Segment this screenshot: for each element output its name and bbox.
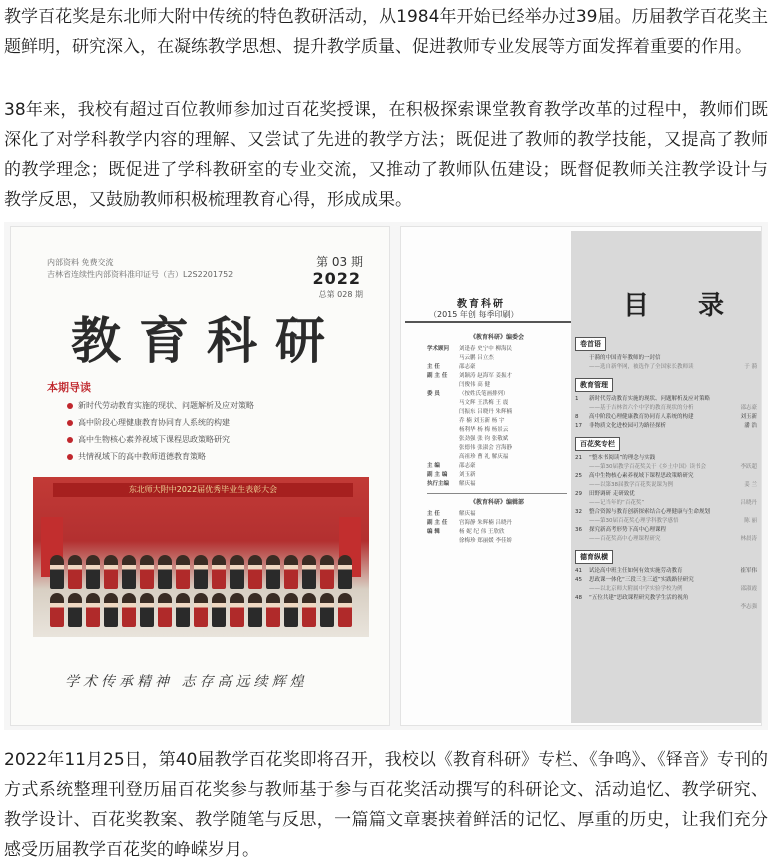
board-row (427, 519, 567, 528)
toc-entry-author: 邵淑霞 (740, 586, 757, 592)
toc-entry (575, 404, 757, 413)
board-role (427, 354, 459, 363)
board-row (427, 453, 567, 462)
toc-entry-author: 李跃超 (740, 464, 757, 470)
editorial-board (427, 331, 567, 546)
toc-page-number: 48 (575, 595, 582, 601)
board-row (427, 417, 567, 426)
board-names: 邵志豪 (459, 463, 476, 469)
cover-year: 2022 (312, 269, 361, 288)
toc-entry (575, 517, 757, 526)
board-names: 马文辉 王洪梅 王 震 (459, 400, 509, 406)
toc-entry (575, 535, 757, 544)
toc-entry (575, 354, 757, 363)
board-role (427, 408, 459, 417)
board-role: 委 员 (427, 391, 440, 397)
guide-item: 高中阶段心理健康教育协同育人系统的构建 (67, 414, 254, 431)
cover-motto: 学术传承精神 志存高远续辉煌 (65, 674, 308, 690)
board-names: 杨利华 杨 梅 杨景云 (459, 427, 509, 433)
toc-page-number: 17 (575, 423, 582, 429)
guide-item: 新时代劳动教育实施的现状、问题解析及应对策略 (67, 397, 254, 414)
toc-entry (575, 395, 757, 404)
board-row (427, 354, 567, 363)
board-title: 《教育科研》编辑部 (469, 499, 524, 506)
toc-page-number: 36 (575, 527, 582, 533)
board-row (427, 399, 567, 408)
toc-sections (575, 331, 757, 612)
toc-entry-title: 于漪的中国青年教师的一封信 (589, 355, 661, 361)
board-names: 刘颖涛 赵海军 姜振才 (459, 373, 512, 379)
board-role (427, 399, 459, 408)
board-role (427, 381, 459, 390)
toc-entry-title: ——以北京师大附属中学实验学校为例 (589, 586, 683, 592)
board-names: 张德伟 张淑会 宫海静 (459, 445, 512, 451)
guide-title: 本期导读 (47, 381, 91, 394)
toc-magazine-name: 教育科研 (457, 299, 505, 310)
toc-entry-title: 高中阶段心理健康教育协同育人系统的构建 (589, 414, 694, 420)
toc-entry-title: ——基于吉林省六个中学的教育现状的分析 (589, 405, 694, 411)
toc-page-number (575, 354, 589, 363)
toc-entry-title: ——第30届教学百花奖关于《乡土中国》读书会 (589, 464, 706, 470)
toc-entry (575, 463, 757, 472)
board-role: 主 任 (427, 364, 440, 370)
toc-entry-title: “整本书阅读”的理念与实践 (589, 455, 656, 461)
intro-paragraph-2: 38年来，我校有超过百位教师参加过百花奖授课，在积极探索课堂教育教学改革的过程中，教师们既深化了对学科教学内容的理解、又尝试了先进的教学方法；既促进了教师的教学技能，又提高了教师的教学理念；既促进了学科教研室的专业交流，又推动了教师队伍建设；既督促教师关注教学设计与教学反思，又鼓励教师积极梳理教育心得，形成成果。 (4, 100, 768, 210)
bullet-dot-icon (67, 454, 73, 460)
board-role: 编 辑 (427, 529, 440, 535)
board-names: 张劲强 张 钧 张敬斌 (459, 436, 509, 442)
board-role: 副 主 编 (427, 472, 448, 478)
board-names: 刘玉新 (459, 472, 476, 478)
toc-page-number: 25 (575, 473, 582, 479)
board-names: 解庆福 (459, 481, 476, 487)
cover-total-issue: 总第 028 期 (318, 290, 363, 299)
toc-page-number: 8 (575, 414, 579, 420)
toc-entry-author (733, 526, 757, 535)
bullet-dot-icon (67, 437, 73, 443)
board-names: 邵志豪 (459, 364, 476, 370)
board-row (427, 345, 567, 354)
toc-page (400, 226, 762, 726)
board-row (427, 372, 567, 381)
board-role: 副 主 任 (427, 373, 448, 379)
toc-entry-title: ——选自新华网，被选作了全国家长教师读 (589, 364, 694, 370)
toc-entry (575, 490, 757, 499)
cover-title: 教育科研 (71, 311, 343, 370)
toc-entry-author: 邵志豪 (740, 405, 757, 411)
board-row (427, 381, 567, 390)
bullet-dot-icon (67, 403, 73, 409)
board-names: 乔 楠 刘玉新 杨 宇 (459, 418, 505, 424)
toc-entry (575, 454, 757, 463)
board-role: 执行主编 (427, 481, 450, 487)
toc-entry (575, 576, 757, 585)
toc-entry (575, 481, 757, 490)
toc-entry-author: 于 漪 (744, 364, 757, 370)
toc-page-number: 21 (575, 455, 582, 461)
board-row (427, 537, 567, 546)
board-role: 主 编 (427, 463, 440, 469)
toc-section-label: 教育管理 (575, 378, 613, 392)
intro-paragraph-1: 教学百花奖是东北师大附中传统的特色教研活动，从1984年开始已经举办过39届。历届教学百花奖主题鲜明，研究深入，在凝练教学思想、提升教学质量、促进教师专业发展等方面发挥着重要的作用。 (4, 7, 768, 57)
board-row (427, 408, 567, 417)
board-role (427, 537, 459, 546)
board-row (427, 480, 567, 489)
group-photo (33, 477, 369, 637)
toc-section-label: 百花奖专栏 (575, 437, 620, 451)
toc-magazine-sub: （2015 年创 每季印刷） (429, 310, 519, 319)
board-row (427, 528, 567, 537)
board-role: 学术顾问 (427, 346, 450, 352)
cover-small-line-2: 吉林省连续性内部资料准印证号（吉）L2S2201752 (47, 270, 234, 279)
toc-page-number: 45 (575, 577, 582, 583)
toc-entry (575, 594, 757, 603)
guide-item: 高中生物核心素养视域下课程思政策略研究 (67, 431, 254, 448)
toc-entry-title: 高中生物核心素养视域下课程思政策略研究 (589, 473, 694, 479)
board-role (427, 435, 459, 444)
board-names: 宫海静 朱辉楠 吕晓丹 (459, 520, 512, 526)
toc-entry (575, 603, 757, 612)
toc-entry-author (733, 472, 757, 481)
board-role: 主 任 (427, 511, 440, 517)
board-role (427, 417, 459, 426)
toc-page-number: 41 (575, 568, 582, 574)
toc-entry-author: 吕晓丹 (740, 500, 757, 506)
toc-page-number: 32 (575, 509, 582, 515)
toc-entry-title: 新时代劳动教育实施的现状、问题解析及应对策略 (589, 396, 711, 402)
toc-entry-title (589, 603, 733, 612)
toc-entry-title: 探究新高考形势下高中心理课程 (589, 527, 667, 533)
toc-entry-title: ——百花奖高中心理课程研究 (589, 536, 661, 542)
cover-issue: 第 03 期 (316, 255, 363, 269)
toc-rule (405, 321, 571, 323)
board-role: 副 主 任 (427, 520, 448, 526)
toc-entry-title: 整合资源与教育创新探索结合心理健康与生命规划 (589, 509, 711, 515)
toc-entry (575, 413, 757, 422)
toc-entry-author: 林晨涛 (740, 536, 757, 542)
toc-entry-title: ——第30届百花奖心理学科教学感悟 (589, 518, 679, 524)
magazine-image (4, 222, 768, 730)
toc-entry-author: 陈 丽 (744, 518, 757, 524)
board-names: 杨 妮 纪 伟 王欣欣 (459, 529, 505, 535)
toc-entry-author: 李志强 (740, 604, 757, 610)
toc-entry (575, 508, 757, 517)
toc-entry-author (733, 395, 757, 404)
bullet-dot-icon (67, 420, 73, 426)
board-names: 闫俊伟 高 健 (459, 382, 490, 388)
closing-paragraph: 2022年11月25日，第40届教学百花奖即将召开，我校以《教育科研》专栏、《争鸣》、《铎音》专刊的方式系统整理刊登历届百花奖参与教师基于参与百花奖活动撰写的科研论文、活动追忆、教学研究、教学设计、百花奖教案、教学随笔与反思，一篇篇文章裹挟着鲜活的记忆、厚重的历史，让我们充分感受历届教学百花奖的峥嵘岁月。 (4, 750, 768, 859)
toc-section (575, 372, 757, 431)
toc-entry-title: ——以第38届教学百花奖说课为例 (589, 482, 673, 488)
board-names: 马云鹏 吕立杰 (459, 355, 494, 361)
toc-entry (575, 363, 757, 372)
toc-section-label: 卷首语 (575, 337, 606, 351)
toc-entry-title: 思政课一体化“三段三主三道”实践路径研究 (589, 577, 694, 583)
toc-heading: 目 录 (623, 291, 745, 321)
toc-entry-title: “五位共建”思政课程研究教学生活的视角 (589, 595, 689, 601)
toc-entry (575, 526, 757, 535)
guide-list (67, 397, 254, 465)
toc-entry (575, 499, 757, 508)
toc-page-number: 1 (575, 396, 579, 402)
board-row (427, 510, 567, 519)
board-names: （按姓氏笔画排列） (459, 391, 509, 397)
toc-entry-title: ——记当年的“百花奖” (589, 500, 645, 506)
board-names: 解庆福 (459, 511, 476, 517)
toc-entry-author (733, 354, 757, 363)
toc-entry (575, 585, 757, 594)
board-row (427, 462, 567, 471)
toc-entry-author: 崔军伟 (740, 568, 757, 574)
toc-entry-author (733, 508, 757, 517)
toc-entry-author (733, 576, 757, 585)
toc-entry-author (733, 490, 757, 499)
board-role (427, 426, 459, 435)
toc-section (575, 544, 757, 612)
board-names: 高祖珍 曹 礼 解庆福 (459, 454, 509, 460)
board-row (427, 444, 567, 453)
toc-entry-author: 刘玉新 (740, 414, 757, 420)
toc-entry (575, 472, 757, 481)
board-names: 闫振东 吕晓丹 朱辉楠 (459, 409, 512, 415)
board-names: 徐梅珍 郑丽媛 李佳娇 (459, 538, 512, 544)
photo-banner: 东北师大附中2022届优秀毕业生表彰大会 (53, 483, 353, 497)
toc-entry (575, 422, 757, 431)
board-role (427, 444, 459, 453)
toc-section (575, 331, 757, 372)
toc-entry-title: 非物质文化进校园可为路径探析 (589, 423, 667, 429)
toc-page-number: 29 (575, 491, 582, 497)
toc-entry-author: 潘 浩 (744, 423, 757, 429)
toc-entry-title: 田野调研 走研致优 (589, 491, 635, 497)
magazine-cover (10, 226, 390, 726)
toc-entry-title: 试论高中班主任如何有效实施劳动教育 (589, 568, 683, 574)
board-row (427, 390, 567, 399)
board-names: 刘逢春 史宁中 柳海民 (459, 346, 512, 352)
cover-small-line-1: 内部资料 免费交流 (47, 258, 114, 267)
toc-section-label: 德育纵横 (575, 550, 613, 564)
toc-entry-author (733, 594, 757, 603)
board-row (427, 363, 567, 372)
toc-entry-author: 姜 兰 (744, 482, 757, 488)
board-row (427, 426, 567, 435)
guide-item: 共情视域下的高中教师道德教育策略 (67, 448, 254, 465)
people-group (43, 547, 359, 627)
toc-entry (575, 567, 757, 576)
toc-section (575, 431, 757, 544)
board-title: 《教育科研》编委会 (469, 334, 524, 341)
board-row (427, 435, 567, 444)
board-row (427, 471, 567, 480)
board-divider (427, 493, 567, 494)
board-role (427, 453, 459, 462)
toc-entry-author (733, 454, 757, 463)
